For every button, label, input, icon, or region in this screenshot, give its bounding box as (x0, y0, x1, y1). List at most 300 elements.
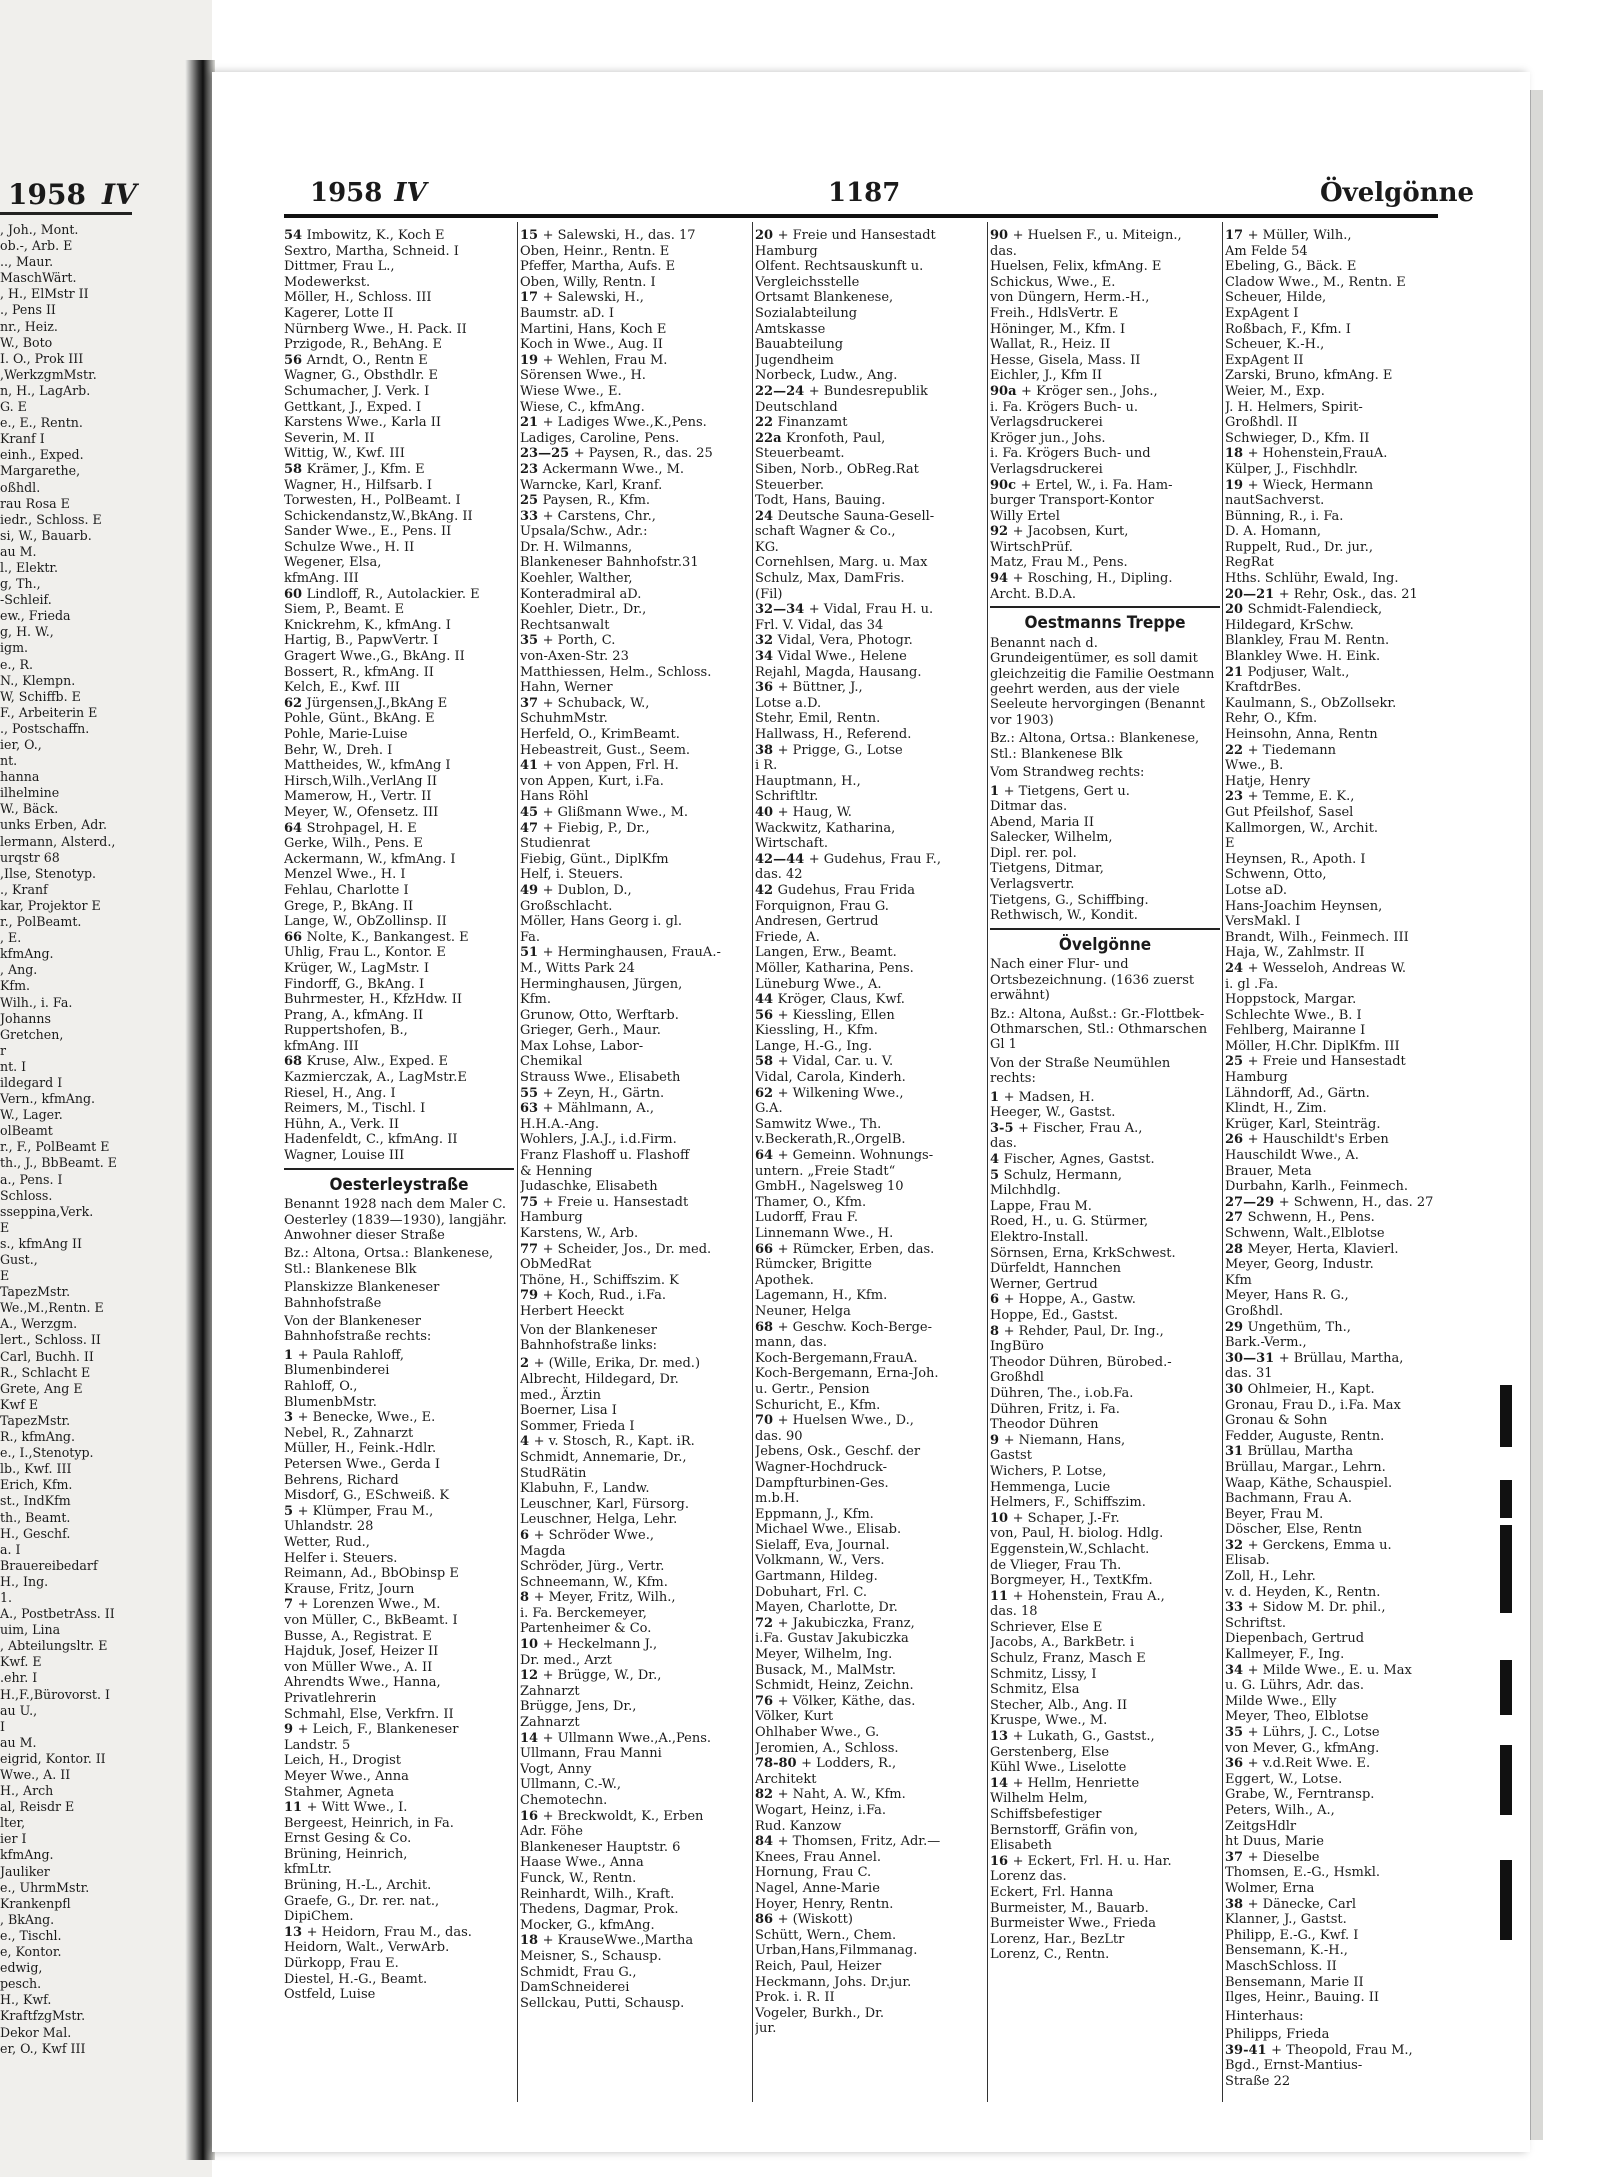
left-page-fragment: Wwe., A. II (0, 1767, 71, 1782)
resident-entry: Brüning, Heinrich, (284, 1846, 408, 1862)
left-page-fragment: W., Bäck. (0, 801, 59, 817)
resident-entry: Hans-Joachim Heynsen, (1225, 898, 1383, 914)
left-page-fragment: H., Geschf. (0, 1525, 71, 1541)
resident-entry: Tietgens, G., Schiffbing. (990, 892, 1149, 908)
resident-entry: Dittmer, Frau L., (284, 259, 395, 275)
resident-entry: 2 + (Wille, Erika, Dr. med.) (520, 1356, 701, 1372)
resident-entry: Heeger, W., Gastst. (990, 1105, 1116, 1121)
resident-entry: Schmidt, Annemarie, Dr., (520, 1449, 687, 1465)
left-page-fragment: N., Klempn. (0, 672, 76, 688)
resident-entry: 41 + von Appen, Frl. H. (520, 758, 679, 774)
resident-entry: 82 + Naht, A. W., Kfm. (755, 1787, 906, 1803)
resident-entry: Fiebig, Günt., DiplKfm (520, 851, 669, 867)
resident-entry: Klabuhn, F., Landw. (520, 1481, 650, 1497)
left-page-fragment: au M. (0, 1734, 37, 1750)
resident-entry: v.Beckerath,R.,OrgelB. (755, 1132, 906, 1148)
column-divider (752, 222, 753, 2102)
resident-entry: 68 Kruse, Alw., Exped. E (284, 1054, 448, 1070)
left-page-fragment: ew., Frieda (0, 608, 71, 624)
resident-entry: Matz, Frau M., Pens. (990, 555, 1128, 571)
resident-entry: Roßbach, F., Kfm. I (1225, 321, 1351, 337)
resident-entry: burger Transport-Kontor (990, 493, 1154, 509)
resident-entry: Stahmer, Agneta (284, 1784, 395, 1800)
resident-entry: Reinhardt, Wilh., Kraft. (520, 1886, 675, 1902)
resident-entry: das. 90 (755, 1428, 803, 1444)
resident-entry: Thöne, H., Schiffszim. K (520, 1272, 679, 1288)
resident-entry: Busse, A., Registrat. E (284, 1628, 432, 1644)
resident-entry: 16 + Eckert, Frl. H. u. Har. (990, 1853, 1172, 1869)
left-page-fragment: th., J., BbBeamt. E (0, 1155, 117, 1171)
resident-entry: Hatje, Henry (1225, 773, 1311, 789)
thumb-index-tab (1500, 1660, 1512, 1715)
resident-entry: von Mever, G., kfmAng. (1225, 1740, 1380, 1756)
resident-entry: Möller, H., Schloss. III (284, 290, 432, 306)
resident-entry: 22—24 + Bundesrepublik (755, 383, 928, 399)
left-page-fragment: We.,M.,Rentn. E (0, 1300, 104, 1316)
left-page-fragment: hanna (0, 769, 40, 785)
resident-entry: Meyer, Wilhelm, Ing. (755, 1647, 893, 1663)
left-page-fragment: nt. I (0, 1058, 27, 1074)
resident-entry: ExpAgent II (1225, 352, 1304, 368)
resident-entry: Ditmar das. (990, 799, 1068, 815)
resident-entry: Blankley, Frau M. Rentn. (1225, 633, 1390, 649)
resident-entry: 24 + Wesseloh, Andreas W. (1225, 960, 1407, 976)
left-page-fragment: al, Reisdr E (0, 1799, 75, 1815)
left-page-fragment: r., F., PolBeamt E (0, 1139, 110, 1155)
resident-entry: Hallwass, H., Referend. (755, 727, 912, 742)
resident-entry: Helmers, F., Schiffszim. (990, 1495, 1146, 1511)
resident-entry: Wallat, R., Heiz. II (990, 337, 1111, 353)
resident-entry: Möller, Katharina, Pens. (755, 960, 914, 976)
resident-entry: Philipps, Frieda (1225, 2027, 1330, 2043)
resident-entry: 22 + Tiedemann (1225, 742, 1337, 758)
left-page-fragment: R., Schlacht E (0, 1364, 91, 1380)
resident-entry: Gragert Wwe.,G., BkAng. II (284, 649, 465, 665)
resident-entry: Ernst Gesing & Co. (284, 1831, 412, 1847)
resident-entry: Mattheides, W., kfmAng I (284, 758, 451, 774)
left-page-fragment: e, Kontor. (0, 1944, 62, 1960)
street-heading: Oestmanns Treppe (1024, 613, 1186, 634)
resident-entry: Hths. Schlühr, Ewald, Ing. (1225, 571, 1399, 587)
left-page-fragment: ilhelmine (0, 785, 60, 801)
resident-entry: Stehr, Emil, Rentn. (755, 711, 881, 727)
resident-entry: Friede, A. (755, 929, 820, 945)
resident-entry: Mayen, Charlotte, Dr. (755, 1600, 898, 1616)
resident-entry: 60 Lindloff, R., Autolackier. E (284, 586, 480, 602)
left-page-fragment: ., Postschaffn. (0, 720, 90, 736)
resident-entry: Menzel Wwe., H. I (284, 867, 406, 883)
resident-entry: Kazmierczak, A., LagMstr.E (284, 1070, 467, 1086)
resident-entry: Gerstenberg, Else (990, 1744, 1110, 1760)
left-page-fragment: A., PostbetrAss. II (0, 1606, 115, 1622)
resident-entry: H.H.A.-Ang. (520, 1116, 600, 1132)
resident-entry: Beyer, Frau M. (1225, 1506, 1324, 1522)
resident-entry: 55 + Zeyn, H., Gärtn. (520, 1085, 665, 1101)
left-page-fragment: th., Beamt. (0, 1509, 71, 1525)
resident-entry: Warncke, Karl, Kranf. (520, 477, 663, 493)
resident-entry: Jacobs, A., BarkBetr. i (990, 1635, 1135, 1651)
resident-entry: Blumenbinderei (284, 1363, 390, 1379)
resident-entry: Heynsen, R., Apoth. I (1225, 851, 1366, 867)
resident-entry: 21 Podjuser, Walt., (1225, 664, 1350, 680)
resident-entry: Archt. B.D.A. (990, 586, 1077, 602)
resident-entry: Philipp, E.-G., Kwf. I (1225, 1927, 1359, 1943)
resident-entry: 4 + v. Stosch, R., Kapt. iR. (520, 1434, 695, 1450)
resident-entry: Volkmann, W., Vers. (755, 1553, 885, 1569)
header-rule (284, 214, 1438, 218)
resident-entry: Bergeest, Heinrich, in Fa. (284, 1815, 454, 1831)
resident-entry: Schickendanstz,W.,BkAng. II (284, 508, 473, 524)
resident-entry: Sommer, Frieda I (520, 1418, 635, 1434)
resident-entry: Gartmann, Hildeg. (755, 1569, 878, 1585)
street-heading: Övelgönne (1058, 934, 1152, 955)
resident-entry: Hauschildt Wwe., A. (1225, 1148, 1359, 1164)
left-page-fragment: A., Werzgm. (0, 1316, 78, 1332)
resident-entry: Grege, P., BkAng. II (284, 898, 414, 914)
resident-entry: de Vlieger, Frau Th. (990, 1557, 1122, 1573)
resident-entry: 30 Ohlmeier, H., Kapt. (1225, 1381, 1375, 1397)
resident-entry: Hahn, Werner (520, 680, 613, 696)
resident-entry: Steuerbeamt. (755, 446, 845, 462)
resident-entry: 32 + Gerckens, Emma u. (1225, 1537, 1392, 1553)
resident-entry: Dobuhart, Frl. C. (755, 1584, 868, 1600)
resident-entry: Meisner, S., Schausp. (520, 1948, 662, 1964)
resident-entry: Wichers, P. Lotse, (990, 1463, 1107, 1479)
resident-entry: Reimann, Ad., BbObinsp E (284, 1566, 459, 1582)
left-page-fragment: Grete, Ang E (0, 1380, 83, 1396)
resident-entry: Lange, W., ObZollinsp. II (284, 914, 447, 930)
resident-entry: 20 Schmidt-Falendieck, (1225, 602, 1383, 618)
resident-entry: Grieger, Gerh., Maur. (520, 1023, 661, 1039)
resident-entry: Deutschland (755, 399, 838, 415)
resident-entry: Brügge, Jens, Dr., (520, 1699, 637, 1715)
resident-entry: 12 + Brügge, W., Dr., (520, 1668, 662, 1684)
running-title: Övelgönne (1320, 178, 1475, 208)
resident-entry: 79 + Koch, Rud., i.Fa. (520, 1288, 666, 1304)
resident-entry: Mocker, G., kfmAng. (520, 1917, 655, 1933)
resident-entry: Lorenz, C., Rentn. (990, 1947, 1110, 1963)
street-note: Von der Blankeneser Bahnhofstraße links: (520, 1322, 658, 1353)
resident-entry: 63 + Mählmann, A., (520, 1101, 654, 1117)
resident-entry: 47 + Fiebig, P., Dr., (520, 820, 650, 836)
left-page-fragment: n, H., LagArb. (0, 382, 91, 398)
resident-entry: Theodor Dühren (990, 1417, 1099, 1433)
resident-entry: Kühl Wwe., Liselotte (990, 1760, 1127, 1776)
resident-entry: Chemotechn. (520, 1793, 608, 1808)
resident-entry: Sextro, Martha, Schneid. I (284, 243, 459, 259)
left-page-fragment: ob.-, Arb. E (0, 238, 73, 254)
resident-entry: 77 + Scheider, Jos., Dr. med. (520, 1241, 712, 1257)
resident-entry: Upsala/Schw., Adr.: (520, 524, 648, 540)
resident-entry: Großhdl (990, 1370, 1044, 1386)
left-page-column-fragment (0, 222, 130, 2122)
resident-entry: von, Paul, H. biolog. Hdlg. (990, 1526, 1164, 1542)
resident-entry: Abend, Maria II (990, 814, 1094, 830)
street-note: Nach einer Flur- und Ortsbezeichnung. (1636 zuerst erwähnt) (990, 957, 1195, 1004)
resident-entry: Herfeld, O., KrimBeamt. (520, 727, 680, 742)
resident-entry: 29 Ungethüm, Th., (1225, 1319, 1351, 1335)
resident-entry: 54 Imbowitz, K., Koch E (284, 228, 445, 243)
resident-entry: 10 + Schaper, J.-Fr. (990, 1510, 1120, 1526)
resident-entry: 24 Deutsche Sauna-Gesell- (755, 508, 935, 524)
resident-entry: Privatlehrerin (284, 1690, 377, 1706)
resident-entry: Hemmenga, Lucie (990, 1479, 1111, 1495)
left-page-fragment: E (0, 1268, 10, 1284)
resident-entry: Max Lohse, Labor- (520, 1038, 644, 1054)
resident-entry: IngBüro (990, 1339, 1044, 1355)
resident-entry: Fehlau, Charlotte I (284, 882, 409, 898)
resident-entry: Hadenfeldt, C., kfmAng. II (284, 1132, 458, 1148)
directory-column-5 (1225, 228, 1455, 2098)
left-page-fragment: .., Maur. (0, 254, 54, 270)
resident-entry: 37 + Schuback, W., (520, 695, 650, 711)
resident-entry: Bünning, R., i. Fa. (1225, 508, 1344, 524)
resident-entry: nautSachverst. (1225, 493, 1325, 509)
resident-entry: 8 + Rehder, Paul, Dr. Ing., (990, 1323, 1164, 1339)
resident-entry: Thedens, Dagmar, Prok. (520, 1902, 679, 1918)
left-page-year: 1958 (8, 178, 86, 211)
resident-entry: Modewerkst. (284, 274, 371, 290)
left-page-fragment: W, Schiffb. E (0, 688, 81, 704)
left-page-fragment: I. O., Prok III (0, 350, 84, 366)
resident-entry: Behr, W., Dreh. I (284, 742, 393, 758)
resident-entry: 68 + Geschw. Koch-Berge- (755, 1319, 933, 1335)
resident-entry: i. Fa. Krögers Buch- u. (990, 399, 1138, 415)
resident-entry: 33 + Sidow M. Dr. phil., (1225, 1600, 1386, 1616)
resident-entry: 38 + Dänecke, Carl (1225, 1896, 1357, 1912)
resident-entry: das. 18 (990, 1604, 1038, 1620)
left-page-fragment: Krankenpfl (0, 1895, 71, 1911)
resident-entry: 32—34 + Vidal, Frau H. u. (755, 602, 934, 618)
resident-entry: Kröger jun., Johs. (990, 430, 1106, 446)
resident-entry: von Düngern, Herm.-H., (990, 290, 1150, 306)
resident-entry: Dipl. rer. pol. (990, 845, 1077, 861)
column-divider (987, 222, 988, 2102)
resident-entry: KG. (755, 539, 779, 555)
resident-entry: das. (990, 1136, 1017, 1152)
resident-entry: 23 + Temme, E. K., (1225, 789, 1355, 805)
left-page-fragment: KraftfzgMstr. (0, 2008, 86, 2024)
resident-entry: Siem, P., Beamt. E (284, 602, 405, 618)
resident-entry: Blankeneser Hauptstr. 6 (520, 1839, 681, 1855)
resident-entry: jur. (755, 2021, 777, 2037)
thumb-index-tab (1500, 1480, 1512, 1518)
resident-entry: Ahrendts Wwe., Hanna, (284, 1675, 441, 1691)
resident-entry: Fehlberg, Mairanne I (1225, 1023, 1366, 1039)
left-page-fragment: ,WerkzgmMstr. (0, 366, 97, 382)
resident-entry: 45 + Glißmann Wwe., M. (520, 804, 689, 820)
street-note: Bz.: Altona, Ortsa.: Blankenese, Stl.: Blankenese Blk (990, 731, 1200, 762)
resident-entry: Neuner, Helga (755, 1303, 851, 1319)
resident-entry: 51 + Herminghausen, FrauA.- (520, 945, 721, 961)
left-page-fragment: Brauereibedarf (0, 1557, 98, 1573)
resident-entry: 3 + Benecke, Wwe., E. (284, 1410, 436, 1426)
resident-entry: Schumacher, J. Verk. I (284, 383, 430, 399)
resident-entry: Durbahn, Karlh., Feinmech. (1225, 1179, 1409, 1195)
resident-entry: M., Witts Park 24 (520, 960, 635, 976)
left-page-fragment: Kwf. E (0, 1654, 42, 1670)
left-page-fragment: Gretchen, (0, 1026, 64, 1042)
resident-entry: 58 + Vidal, Car. u. V. (755, 1054, 894, 1070)
resident-entry: DamSchneiderei (520, 1980, 630, 1996)
resident-entry: i.Fa. Gustav Jakubiczka (755, 1631, 909, 1647)
resident-entry: Krüger, W., LagMstr. I (284, 960, 429, 976)
resident-entry: Hamburg (755, 243, 818, 259)
left-page-fragment: er, O., Kwf III (0, 2040, 86, 2056)
resident-entry: Rechtsanwalt (520, 617, 610, 633)
resident-entry: Herminghausen, Jürgen, (520, 976, 683, 992)
column-divider (517, 222, 518, 2102)
resident-entry: 56 Arndt, O., Rentn E (284, 352, 428, 368)
left-page-fragment: TapezMstr. (0, 1412, 71, 1428)
left-page-fragment: , BkAng. (0, 1911, 55, 1927)
resident-entry: Rümcker, Brigitte (755, 1257, 872, 1273)
resident-entry: Frl. V. Vidal, das 34 (755, 617, 884, 633)
resident-entry: Brüning, H.-L., Archit. (284, 1878, 432, 1894)
left-page-fragment: rau Rosa E (0, 495, 70, 511)
resident-entry: 13 + Heidorn, Frau M., das. (284, 1924, 472, 1940)
resident-entry: Hoyer, Henry, Rentn. (755, 1896, 894, 1912)
resident-entry: 76 + Völker, Käthe, das. (755, 1693, 916, 1709)
resident-entry: 36 + v.d.Reit Wwe. E. (1225, 1756, 1371, 1772)
resident-entry: 64 Strohpagel, H. E (284, 820, 417, 836)
resident-entry: Nebel, R., Zahnarzt (284, 1425, 414, 1441)
resident-entry: 20—21 + Rehr, Osk., das. 21 (1225, 586, 1418, 602)
resident-entry: Leich, H., Drogist (284, 1753, 401, 1769)
resident-entry: Pohle, Marie-Luise (284, 727, 408, 742)
resident-entry: untern. „Freie Stadt“ (755, 1163, 896, 1179)
resident-entry: Sörnsen, Erna, KrkSchwest. (990, 1245, 1176, 1261)
resident-entry: Leuschner, Karl, Fürsorg. (520, 1496, 690, 1512)
resident-entry: Elisabeth (990, 1838, 1052, 1854)
resident-entry: 1 + Paula Rahloff, (284, 1347, 405, 1363)
resident-entry: das. (990, 243, 1017, 259)
resident-entry: Schwieger, D., Kfm. II (1225, 430, 1370, 446)
resident-entry: Baumstr. aD. I (520, 305, 615, 321)
resident-entry: Schmahl, Else, Verkfrn. II (284, 1706, 454, 1722)
resident-entry: Hühn, A., Verk. II (284, 1116, 400, 1132)
resident-entry: Schütt, Wern., Chem. (755, 1927, 897, 1943)
resident-entry: Eggert, W., Lotse. (1225, 1771, 1343, 1787)
resident-entry: Kiessling, H., Kfm. (755, 1023, 878, 1039)
resident-entry: 56 + Kiessling, Ellen (755, 1007, 895, 1023)
resident-entry: Knickrehm, K., kfmAng. I (284, 617, 451, 633)
resident-entry: Hauptmann, H., (755, 773, 861, 789)
resident-entry: Kruspe, Wwe., M. (990, 1713, 1108, 1729)
resident-entry: Ruppertshofen, B., (284, 1023, 408, 1039)
resident-entry: Wagner-Hochdruck- (755, 1459, 888, 1475)
resident-entry: Lorenz, Har., BezLtr (990, 1931, 1125, 1947)
left-page-fragment: e., R. (0, 656, 33, 672)
resident-entry: Bark.-Verm., (1225, 1335, 1307, 1351)
left-page-fragment: r (0, 1042, 7, 1058)
resident-entry: Prang, A., kfmAng. II (284, 1007, 424, 1023)
resident-entry: Eichler, J., Kfm II (990, 368, 1103, 384)
resident-entry: 20 + Freie und Hansestadt (755, 228, 936, 243)
resident-entry: Gronau & Sohn (1225, 1413, 1328, 1429)
left-page-fragment: au M. (0, 543, 37, 559)
resident-entry: med., Ärztin (520, 1387, 601, 1403)
resident-entry: Eppmann, J., Kfm. (755, 1506, 874, 1522)
resident-entry: Wagner, G., Obsthdlr. E (284, 368, 439, 384)
resident-entry: Buhrmester, H., KfzHdw. II (284, 992, 463, 1008)
resident-entry: Uhlandstr. 28 (284, 1519, 374, 1535)
resident-entry: Schwenn, Walt.,Elblotse (1225, 1226, 1385, 1241)
resident-entry: Oben, Heinr., Rentn. E (520, 243, 670, 259)
left-page-fragment: au U., (0, 1702, 38, 1718)
page-edge (1530, 90, 1543, 2140)
resident-entry: Karstens Wwe., Karla II (284, 415, 442, 431)
resident-entry: 1 + Tietgens, Gert u. (990, 783, 1130, 799)
street-note: Von der Blankeneser Bahnhofstraße rechts: (284, 1314, 432, 1345)
resident-entry: Hamburg (520, 1210, 583, 1226)
resident-entry: Rahloff, O., (284, 1379, 358, 1395)
resident-entry: Koehler, Walther, (520, 571, 633, 587)
resident-entry: Lotse a.D. (755, 695, 822, 711)
resident-entry: Milde Wwe., Elly (1225, 1693, 1337, 1709)
left-page-fragment: iedr., Schloss. E (0, 511, 102, 527)
resident-entry: Diestel, H.-G., Beamt. (284, 1971, 428, 1987)
left-page-fragment: ier, O., (0, 737, 42, 752)
resident-entry: Franz Flashoff u. Flashoff (520, 1148, 690, 1164)
resident-entry: 14 + Hellm, Henriette (990, 1775, 1140, 1791)
left-page-fragment: TapezMstr. (0, 1284, 71, 1300)
resident-entry: Stecher, Alb., Ang. II (990, 1697, 1128, 1713)
resident-entry: StudRätin (520, 1465, 587, 1481)
thumb-index-tab (1500, 1860, 1512, 1940)
resident-entry: Schmidt, Heinz, Zeichn. (755, 1678, 914, 1694)
resident-entry: Müller, H., Feink.-Hdlr. (284, 1441, 437, 1457)
resident-entry: Schmidt, Frau G., (520, 1964, 637, 1980)
left-page-fragment: a. I (0, 1541, 21, 1557)
resident-entry: 66 + Rümcker, Erben, das. (755, 1241, 935, 1257)
resident-entry: Zarski, Bruno, kfmAng. E (1225, 368, 1393, 384)
resident-entry: 40 + Haug, W. (755, 804, 852, 820)
resident-entry: 3-5 + Fischer, Frau A., (990, 1120, 1143, 1136)
resident-entry: Brauer, Meta (1225, 1163, 1312, 1179)
resident-entry: Funck, W., Rentn. (520, 1870, 637, 1886)
left-page-fragment: urqstr 68 (0, 849, 60, 865)
left-page-fragment: I (0, 1718, 5, 1734)
resident-entry: Rejahl, Magda, Hausang. (755, 664, 922, 680)
resident-entry: Verlagsvertr. (990, 877, 1075, 893)
resident-entry: RegRat (1225, 555, 1274, 571)
left-page-fragment: kfmAng. (0, 946, 54, 962)
resident-entry: 42 Gudehus, Frau Frida (755, 882, 916, 898)
resident-entry: Ludorff, Frau F. (755, 1210, 859, 1226)
left-page-fragment: eigrid, Kontor. II (0, 1750, 106, 1766)
resident-entry: Külper, J., Fischhdlr. (1225, 461, 1358, 477)
resident-entry: Lotse aD. (1225, 882, 1288, 898)
resident-entry: Mamerow, H., Vertr. II (284, 789, 432, 805)
resident-entry: Behrens, Richard (284, 1472, 399, 1488)
resident-entry: Adr. Föhe (520, 1824, 583, 1840)
left-page-fragment: Wilh., i. Fa. (0, 994, 73, 1010)
resident-entry: Schneemann, W., Kfm. (520, 1574, 668, 1590)
resident-entry: Schiffsbefestiger (990, 1807, 1102, 1822)
resident-entry: Schuricht, E., Kfm. (755, 1397, 881, 1413)
resident-entry: Forquignon, Frau G. (755, 898, 889, 914)
resident-entry: Hildegard, KrSchw. (1225, 617, 1354, 633)
resident-entry: Lappe, Frau M. (990, 1198, 1092, 1214)
resident-entry: Möller, Hans Georg i. gl. (520, 914, 683, 930)
resident-entry: kfmAng. III (284, 1038, 359, 1054)
resident-entry: Urban,Hans,Filmmanag. (755, 1943, 918, 1959)
resident-entry: WirtschPrüf. (990, 539, 1073, 555)
resident-entry: Höninger, M., Kfm. I (990, 321, 1126, 337)
section-rule (284, 1168, 514, 1170)
resident-entry: Zahnarzt (520, 1715, 580, 1731)
